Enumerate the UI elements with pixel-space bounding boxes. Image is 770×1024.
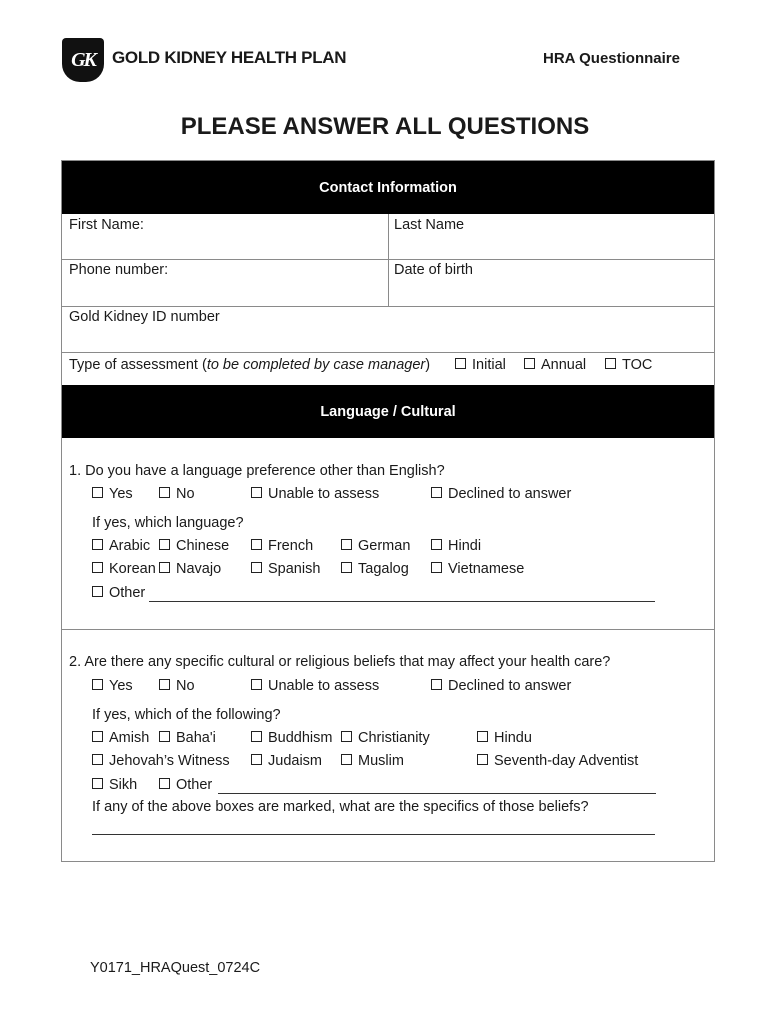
belief-bahai-checkbox[interactable]: Baha'i	[159, 730, 216, 746]
question-1: 1. Do you have a language preference other than English?	[69, 463, 445, 479]
q2-followup: If yes, which of the following?	[92, 707, 281, 723]
phone-field[interactable]	[69, 262, 381, 302]
lang-hindi-checkbox[interactable]: Hindi	[431, 538, 481, 554]
questionnaire-form	[61, 160, 715, 862]
document-label: HRA Questionnaire	[543, 50, 680, 67]
dob-field[interactable]	[394, 262, 706, 302]
q2-unable-checkbox[interactable]: Unable to assess	[251, 678, 379, 694]
belief-other-checkbox[interactable]: Other	[159, 777, 212, 793]
first-name-label: First Name:	[69, 217, 144, 233]
belief-amish-checkbox[interactable]: Amish	[92, 730, 149, 746]
q1-declined-checkbox[interactable]: Declined to answer	[431, 486, 571, 502]
id-number-label: Gold Kidney ID number	[69, 309, 220, 325]
assessment-annual-checkbox[interactable]: Annual	[524, 357, 586, 373]
phone-label: Phone number:	[69, 262, 169, 278]
contact-section-header	[62, 161, 714, 214]
belief-muslim-checkbox[interactable]: Muslim	[341, 753, 404, 769]
contact-heading: Contact Information	[319, 179, 457, 196]
language-heading: Language / Cultural	[320, 403, 456, 420]
lang-spanish-checkbox[interactable]: Spanish	[251, 561, 320, 577]
lang-tagalog-checkbox[interactable]: Tagalog	[341, 561, 409, 577]
beliefs-specifics-line[interactable]	[92, 834, 655, 835]
lang-korean-checkbox[interactable]: Korean	[92, 561, 156, 577]
belief-adventist-checkbox[interactable]: Seventh-day Adventist	[477, 753, 638, 769]
logo-icon: GK	[62, 38, 104, 82]
belief-other-line[interactable]	[218, 793, 656, 794]
question-2: 2. Are there any specific cultural or religious beliefs that may affect your health care?	[69, 654, 611, 670]
lang-vietnamese-checkbox[interactable]: Vietnamese	[431, 561, 524, 577]
last-name-label: Last Name	[394, 217, 465, 233]
page-title: PLEASE ANSWER ALL QUESTIONS	[180, 113, 590, 140]
id-number-field[interactable]	[69, 309, 709, 349]
belief-hindu-checkbox[interactable]: Hindu	[477, 730, 532, 746]
belief-jehovah-checkbox[interactable]: Jehovah’s Witness	[92, 753, 230, 769]
belief-judaism-checkbox[interactable]: Judaism	[251, 753, 322, 769]
lang-other-checkbox[interactable]: Other	[92, 585, 145, 601]
beliefs-specifics-prompt: If any of the above boxes are marked, what are the specifics of those beliefs?	[92, 799, 589, 815]
lang-navajo-checkbox[interactable]: Navajo	[159, 561, 221, 577]
lang-other-line[interactable]	[149, 601, 655, 602]
q2-yes-checkbox[interactable]: Yes	[92, 678, 133, 694]
brand-name: GOLD KIDNEY HEALTH PLAN	[112, 48, 347, 67]
q1-followup: If yes, which language?	[92, 515, 244, 531]
belief-buddhism-checkbox[interactable]: Buddhism	[251, 730, 332, 746]
footer-code: Y0171_HRAQuest_0724C	[90, 960, 261, 976]
lang-german-checkbox[interactable]: German	[341, 538, 410, 554]
q2-no-checkbox[interactable]: No	[159, 678, 195, 694]
language-section-header	[62, 385, 714, 438]
assessment-initial-checkbox[interactable]: Initial	[455, 357, 506, 373]
lang-chinese-checkbox[interactable]: Chinese	[159, 538, 229, 554]
lang-french-checkbox[interactable]: French	[251, 538, 313, 554]
last-name-field[interactable]	[394, 217, 706, 257]
q1-no-checkbox[interactable]: No	[159, 486, 195, 502]
lang-arabic-checkbox[interactable]: Arabic	[92, 538, 150, 554]
q2-declined-checkbox[interactable]: Declined to answer	[431, 678, 571, 694]
q1-unable-checkbox[interactable]: Unable to assess	[251, 486, 379, 502]
dob-label: Date of birth	[394, 262, 473, 278]
assessment-toc-checkbox[interactable]: TOC	[605, 357, 652, 373]
first-name-field[interactable]	[69, 217, 381, 257]
q1-yes-checkbox[interactable]: Yes	[92, 486, 133, 502]
assessment-type-label: Type of assessment (to be completed by case manager)	[69, 357, 431, 373]
belief-christianity-checkbox[interactable]: Christianity	[341, 730, 430, 746]
belief-sikh-checkbox[interactable]: Sikh	[92, 777, 137, 793]
